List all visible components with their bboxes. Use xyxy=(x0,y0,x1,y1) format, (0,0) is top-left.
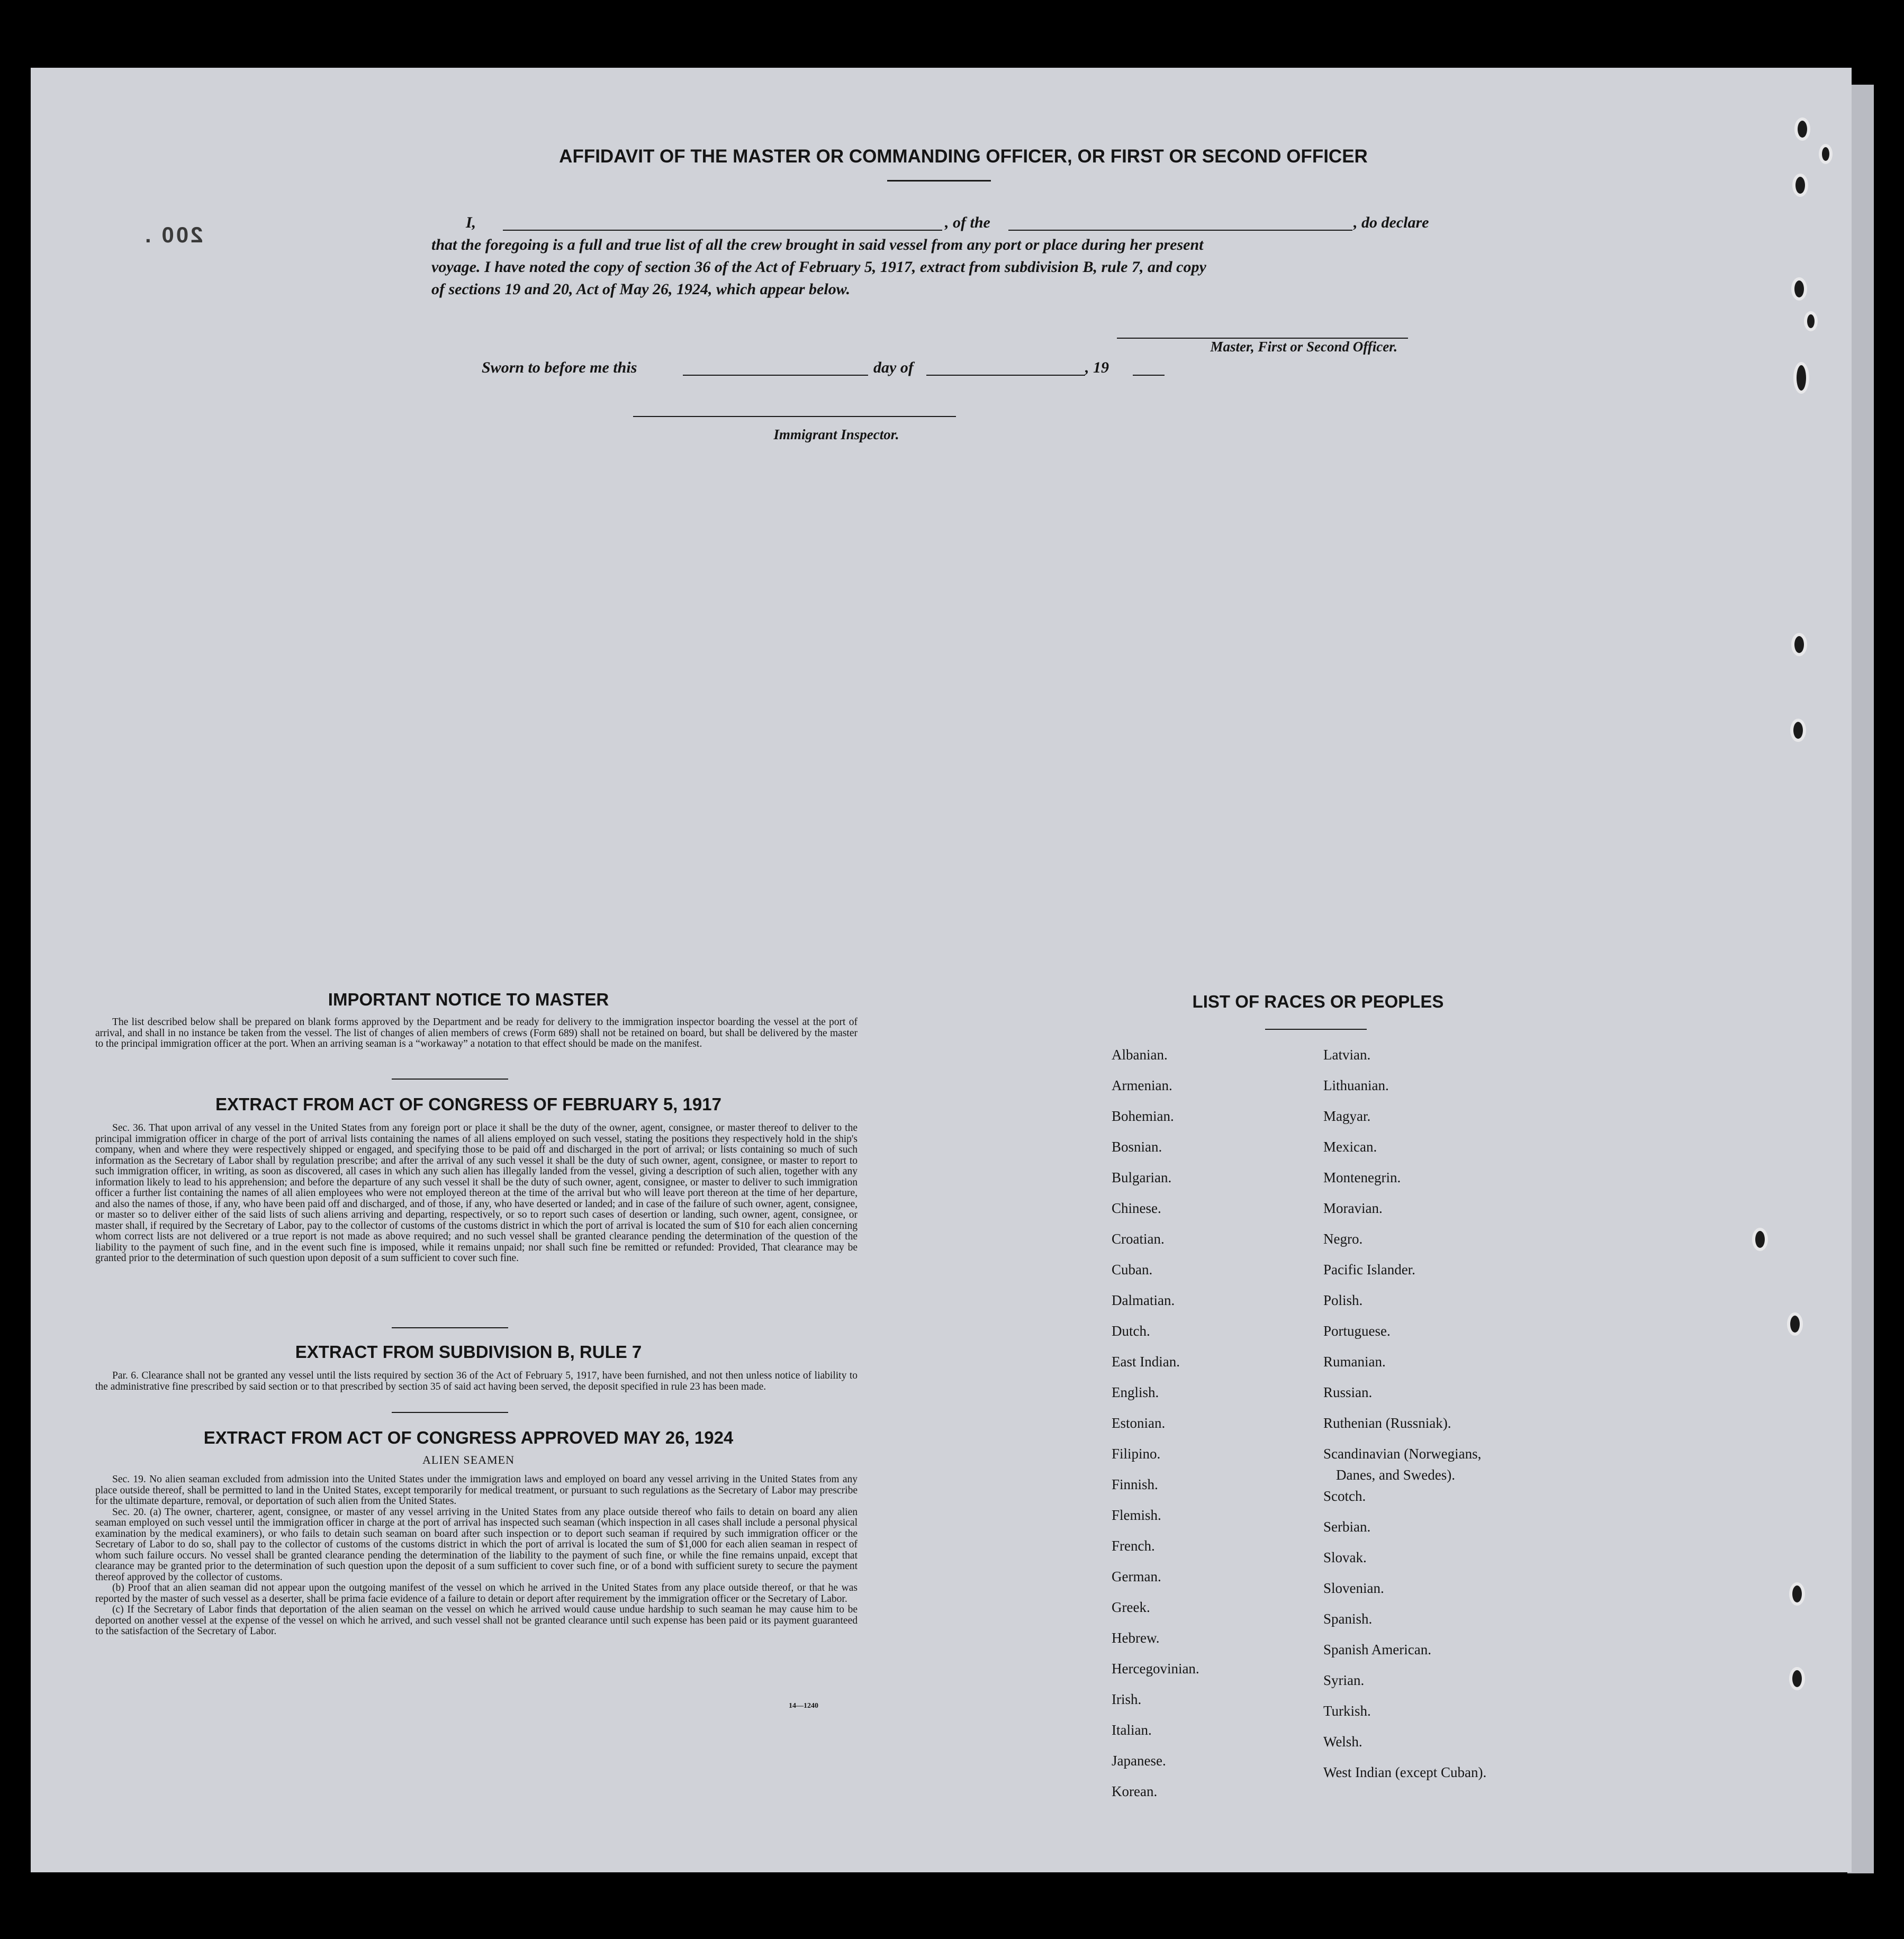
race-item: Syrian. xyxy=(1323,1672,1365,1688)
sworn-month-field[interactable] xyxy=(926,375,1085,376)
title-underline xyxy=(887,180,991,182)
punch-hole-icon xyxy=(1752,1228,1768,1251)
ghost-number: 200 . xyxy=(143,222,203,247)
race-item: Armenian. xyxy=(1112,1077,1172,1093)
affidavit-declare: , do declare xyxy=(1353,214,1429,231)
affidavit-title: AFFIDAVIT OF THE MASTER OR COMMANDING OFFICER, OR FIRST OR SECOND OFFICER xyxy=(559,146,1368,167)
race-item: Hebrew. xyxy=(1112,1630,1160,1646)
sec20a xyxy=(95,1507,858,1583)
punch-hole-icon xyxy=(1793,362,1809,394)
race-item: Irish. xyxy=(1112,1691,1142,1707)
extract-1917-title: EXTRACT FROM ACT OF CONGRESS OF FEBRUARY 5, 1917 xyxy=(215,1094,721,1114)
race-item: English. xyxy=(1112,1384,1159,1400)
divider xyxy=(392,1327,508,1328)
rule7-text xyxy=(95,1371,858,1392)
race-item: Greek. xyxy=(1112,1599,1150,1615)
race-item: East Indian. xyxy=(1112,1354,1180,1370)
punch-hole-icon xyxy=(1790,719,1806,742)
race-item: French. xyxy=(1112,1538,1155,1554)
race-item: Welsh. xyxy=(1323,1734,1362,1750)
notice-body: The list described below shall be prepared on blank forms approved by the Department and be ready for delivery to the immigration inspector boarding the vessel at the port of arrival, and shall in no instance be taken from the vessel. The list of changes of alien members of crews (Form 689) shall not be retained on board, but shall be delivered by the master to the principal immigration officer at the port. When an arriving seaman is a “workaway” a notation to that effect should be made on the manifest. xyxy=(95,1017,858,1049)
race-item: Hercegovinian. xyxy=(1112,1661,1199,1677)
sec20c xyxy=(95,1605,858,1637)
race-item: Slovenian. xyxy=(1323,1580,1384,1596)
divider xyxy=(392,1079,508,1080)
punch-hole-icon xyxy=(1791,277,1807,301)
sec19-body: Sec. 19. No alien seaman excluded from admission into the United States under the immigration laws and employed on board any vessel arriving in the United States from any place outside thereof, shall be permitted to land in the United States, except temporarily for medical treatment, or pursuant to such regulations as the Secretary of Labor may prescribe for the ultimate departure, removal, or deportation of such alien from the United States. xyxy=(95,1474,858,1507)
sworn-year: , 19 xyxy=(1085,359,1109,376)
sworn-day-field[interactable] xyxy=(683,375,868,376)
sworn-prefix: Sworn to before me this xyxy=(482,359,637,376)
race-item: Portuguese. xyxy=(1323,1323,1391,1339)
sec20b xyxy=(95,1583,858,1605)
races-title: LIST OF RACES OR PEOPLES xyxy=(1192,992,1444,1011)
rule7-title: EXTRACT FROM SUBDIVISION B, RULE 7 xyxy=(295,1342,642,1362)
race-item: Slovak. xyxy=(1323,1550,1367,1565)
race-item: Croatian. xyxy=(1112,1231,1165,1247)
race-item: Turkish. xyxy=(1323,1703,1371,1719)
divider xyxy=(392,1412,508,1413)
race-item: Latvian. xyxy=(1323,1047,1371,1063)
sec19 xyxy=(95,1474,858,1507)
race-item: Flemish. xyxy=(1112,1507,1161,1523)
extract-1917-text xyxy=(95,1123,858,1264)
sec20a-body: Sec. 20. (a) The owner, charterer, agent, consignee, or master of any vessel arriving in the United States from any place outside thereof who fails to detain on board any alien seaman employed on such vessel until the immigration officer in charge at the port of arrival has inspected such seaman (which inspection in all cases shall include a personal physical examination by the medical examiners), or who fails to detain such seaman on board after such inspection or to deport such seaman if required by such immigration officer or the Secretary of Labor to do so, shall pay to the collector of customs of the customs district in which the port of arrival is located the sum of $1,000 for each alien seaman in respect of whom such failure occurs. No vessel shall be granted clearance pending the determination of the liability to the payment of such fine, or while the fine remains unpaid, except that clearance may be granted prior to the determination of such question upon the deposit of a sum sufficient to cover such fine, or of a bond with sufficient surety to secure the payment thereof approved by the collector of customs. xyxy=(95,1506,858,1583)
race-item: Lithuanian. xyxy=(1323,1077,1389,1093)
punch-hole-icon xyxy=(1792,174,1808,197)
vessel-field[interactable] xyxy=(1008,230,1352,231)
race-item: Dutch. xyxy=(1112,1323,1150,1339)
extract-1917-body: Sec. 36. That upon arrival of any vessel in the United States from any foreign port or place it shall be the duty of the owner, agent, consignee, or master thereof to deliver to the principal immigration officer in charge of the port of arrival lists containing the names of all aliens employed on such vessel, stating the positions they respectively hold in the ship's company, when and where they were respectively shipped or engaged, and specifying those to be paid off and discharged in the port of arrival; or lists containing so much of such information as the Secretary of Labor shall by regulation prescribe; and after the arrival of any such vessel it shall be the duty of such owner, agent, consignee, or master to report to such immigration officer, in writing, as soon as discovered, all cases in which any such alien has illegally landed from the vessel, giving a description of such alien, together with any information likely to lead to his apprehension; and before the departure of any such vessel it shall be the duty of such owner, agent, consignee, or master to deliver to such immigration officer a further list containing the names of all alien employees who were not employed thereon at the time of the arrival but who will leave port thereon at the time of her departure, and also the names of those, if any, who have been paid off and discharged, and of those, if any, who have deserted or landed; and in case of the failure of such owner, agent, consignee, or master so to deliver either of the said lists of such aliens arriving and departing, respectively, or so to report such cases of desertion or landing, such owner, agent, consignee, or master shall, if required by the Secretary of Labor, pay to the collector of customs of the customs district in which the port of arrival is located the sum of $10 for each alien concerning whom correct lists are not delivered or a true report is not made as above required; and no such vessel shall be granted clearance pending the determination of the question of the liability to the payment of such fine, and in the event such fine is imposed, while it remains unpaid; nor shall such fine be remitted or refunded: Provided, That clearance may be granted prior to the determination of such question upon deposit of a sum sufficient to cover such fine. xyxy=(95,1122,858,1264)
punch-hole-icon xyxy=(1789,1667,1805,1690)
notice-title: IMPORTANT NOTICE TO MASTER xyxy=(328,990,609,1009)
punch-hole-icon xyxy=(1791,633,1807,656)
rule7-body: Par. 6. Clearance shall not be granted any vessel until the lists required by section 36 of the Act of February 5, 1917, have been furnished, and not then unless notice of liability to the administrative fine prescribed by said section or to that prescribed by section 35 of said act having been served, the deposit specified in rule 23 has been made. xyxy=(95,1370,858,1392)
race-item: Estonian. xyxy=(1112,1415,1166,1431)
race-item: Cuban. xyxy=(1112,1262,1153,1277)
race-item: Russian. xyxy=(1323,1384,1373,1400)
punch-hole-icon xyxy=(1794,117,1810,141)
race-item: Montenegrin. xyxy=(1323,1170,1401,1185)
race-item: Serbian. xyxy=(1323,1519,1371,1535)
race-item: Danes, and Swedes). xyxy=(1336,1467,1455,1483)
race-item: Korean. xyxy=(1112,1783,1158,1799)
race-item: Japanese. xyxy=(1112,1753,1166,1769)
affidavit-i: I, xyxy=(466,214,476,231)
race-item: Scotch. xyxy=(1323,1488,1366,1504)
inspector-caption: Immigrant Inspector. xyxy=(773,427,899,442)
sec20b-body: (b) Proof that an alien seaman did not appear upon the outgoing manifest of the vessel on which he arrived in the United States from any place outside thereof, or that he was reported by the master of such vessel as a deserter, shall be prima facie evidence of a failure to detain or deport after requirement by the immigration officer or the Secretary of Labor. xyxy=(95,1582,858,1605)
notice-text xyxy=(95,1017,858,1050)
affidavit-line-3: voyage. I have noted the copy of section 36 of the Act of February 5, 1917, extract from subdivision B, rule 7, and copy xyxy=(431,258,1206,276)
affidavit-of-the: , of the xyxy=(945,214,990,231)
sworn-year-field[interactable] xyxy=(1133,375,1165,376)
race-item: Magyar. xyxy=(1323,1108,1371,1124)
race-item: West Indian (except Cuban). xyxy=(1323,1764,1487,1780)
race-item: Rumanian. xyxy=(1323,1354,1386,1370)
race-item: Bulgarian. xyxy=(1112,1170,1172,1185)
sec20c-body: (c) If the Secretary of Labor finds that deportation of the alien seaman on the vessel on which he arrived would cause undue hardship to such seaman he may cause him to be deported on another vessel at the expense of the vessel on which he arrived, and such vessel shall not be granted clearance until such expense has been paid or its payment guaranteed to the satisfaction of the Secretary of Labor. xyxy=(95,1604,858,1637)
inspector-signature-line[interactable] xyxy=(633,416,956,417)
sworn-day-of: day of xyxy=(873,359,914,376)
form-number: 14—1240 xyxy=(789,1702,818,1710)
race-item: Mexican. xyxy=(1323,1139,1377,1155)
affidavit-line-2: that the foregoing is a full and true list of all the crew brought in said vessel from any port or place during her present xyxy=(431,236,1204,253)
race-item: Ruthenian (Russniak). xyxy=(1323,1415,1451,1431)
punch-hole-icon xyxy=(1787,1312,1803,1336)
name-field[interactable] xyxy=(503,230,942,231)
extract-1924-title: EXTRACT FROM ACT OF CONGRESS APPROVED MAY 26, 1924 xyxy=(203,1428,734,1447)
race-item: Negro. xyxy=(1323,1231,1363,1247)
alien-seamen-subtitle: ALIEN SEAMEN xyxy=(422,1453,515,1466)
race-item: Filipino. xyxy=(1112,1446,1161,1462)
race-item: German. xyxy=(1112,1569,1161,1584)
race-item: Scandinavian (Norwegians, xyxy=(1323,1446,1482,1462)
race-item: Spanish American. xyxy=(1323,1642,1431,1657)
race-item: Albanian. xyxy=(1112,1047,1168,1063)
race-item: Polish. xyxy=(1323,1292,1363,1308)
race-item: Spanish. xyxy=(1323,1611,1373,1627)
race-item: Bohemian. xyxy=(1112,1108,1174,1124)
race-item: Italian. xyxy=(1112,1722,1152,1738)
race-item: Finnish. xyxy=(1112,1476,1158,1492)
punch-hole-icon xyxy=(1819,144,1833,164)
extract-1924-text xyxy=(95,1474,858,1637)
affidavit-line-4: of sections 19 and 20, Act of May 26, 1924, which appear below. xyxy=(431,280,851,298)
race-item: Moravian. xyxy=(1323,1200,1383,1216)
divider xyxy=(1265,1029,1367,1030)
race-item: Dalmatian. xyxy=(1112,1292,1175,1308)
race-item: Chinese. xyxy=(1112,1200,1161,1216)
race-item: Bosnian. xyxy=(1112,1139,1162,1155)
punch-hole-icon xyxy=(1804,311,1818,331)
master-caption: Master, First or Second Officer. xyxy=(1210,339,1397,355)
punch-hole-icon xyxy=(1789,1582,1805,1606)
race-item: Pacific Islander. xyxy=(1323,1262,1415,1277)
